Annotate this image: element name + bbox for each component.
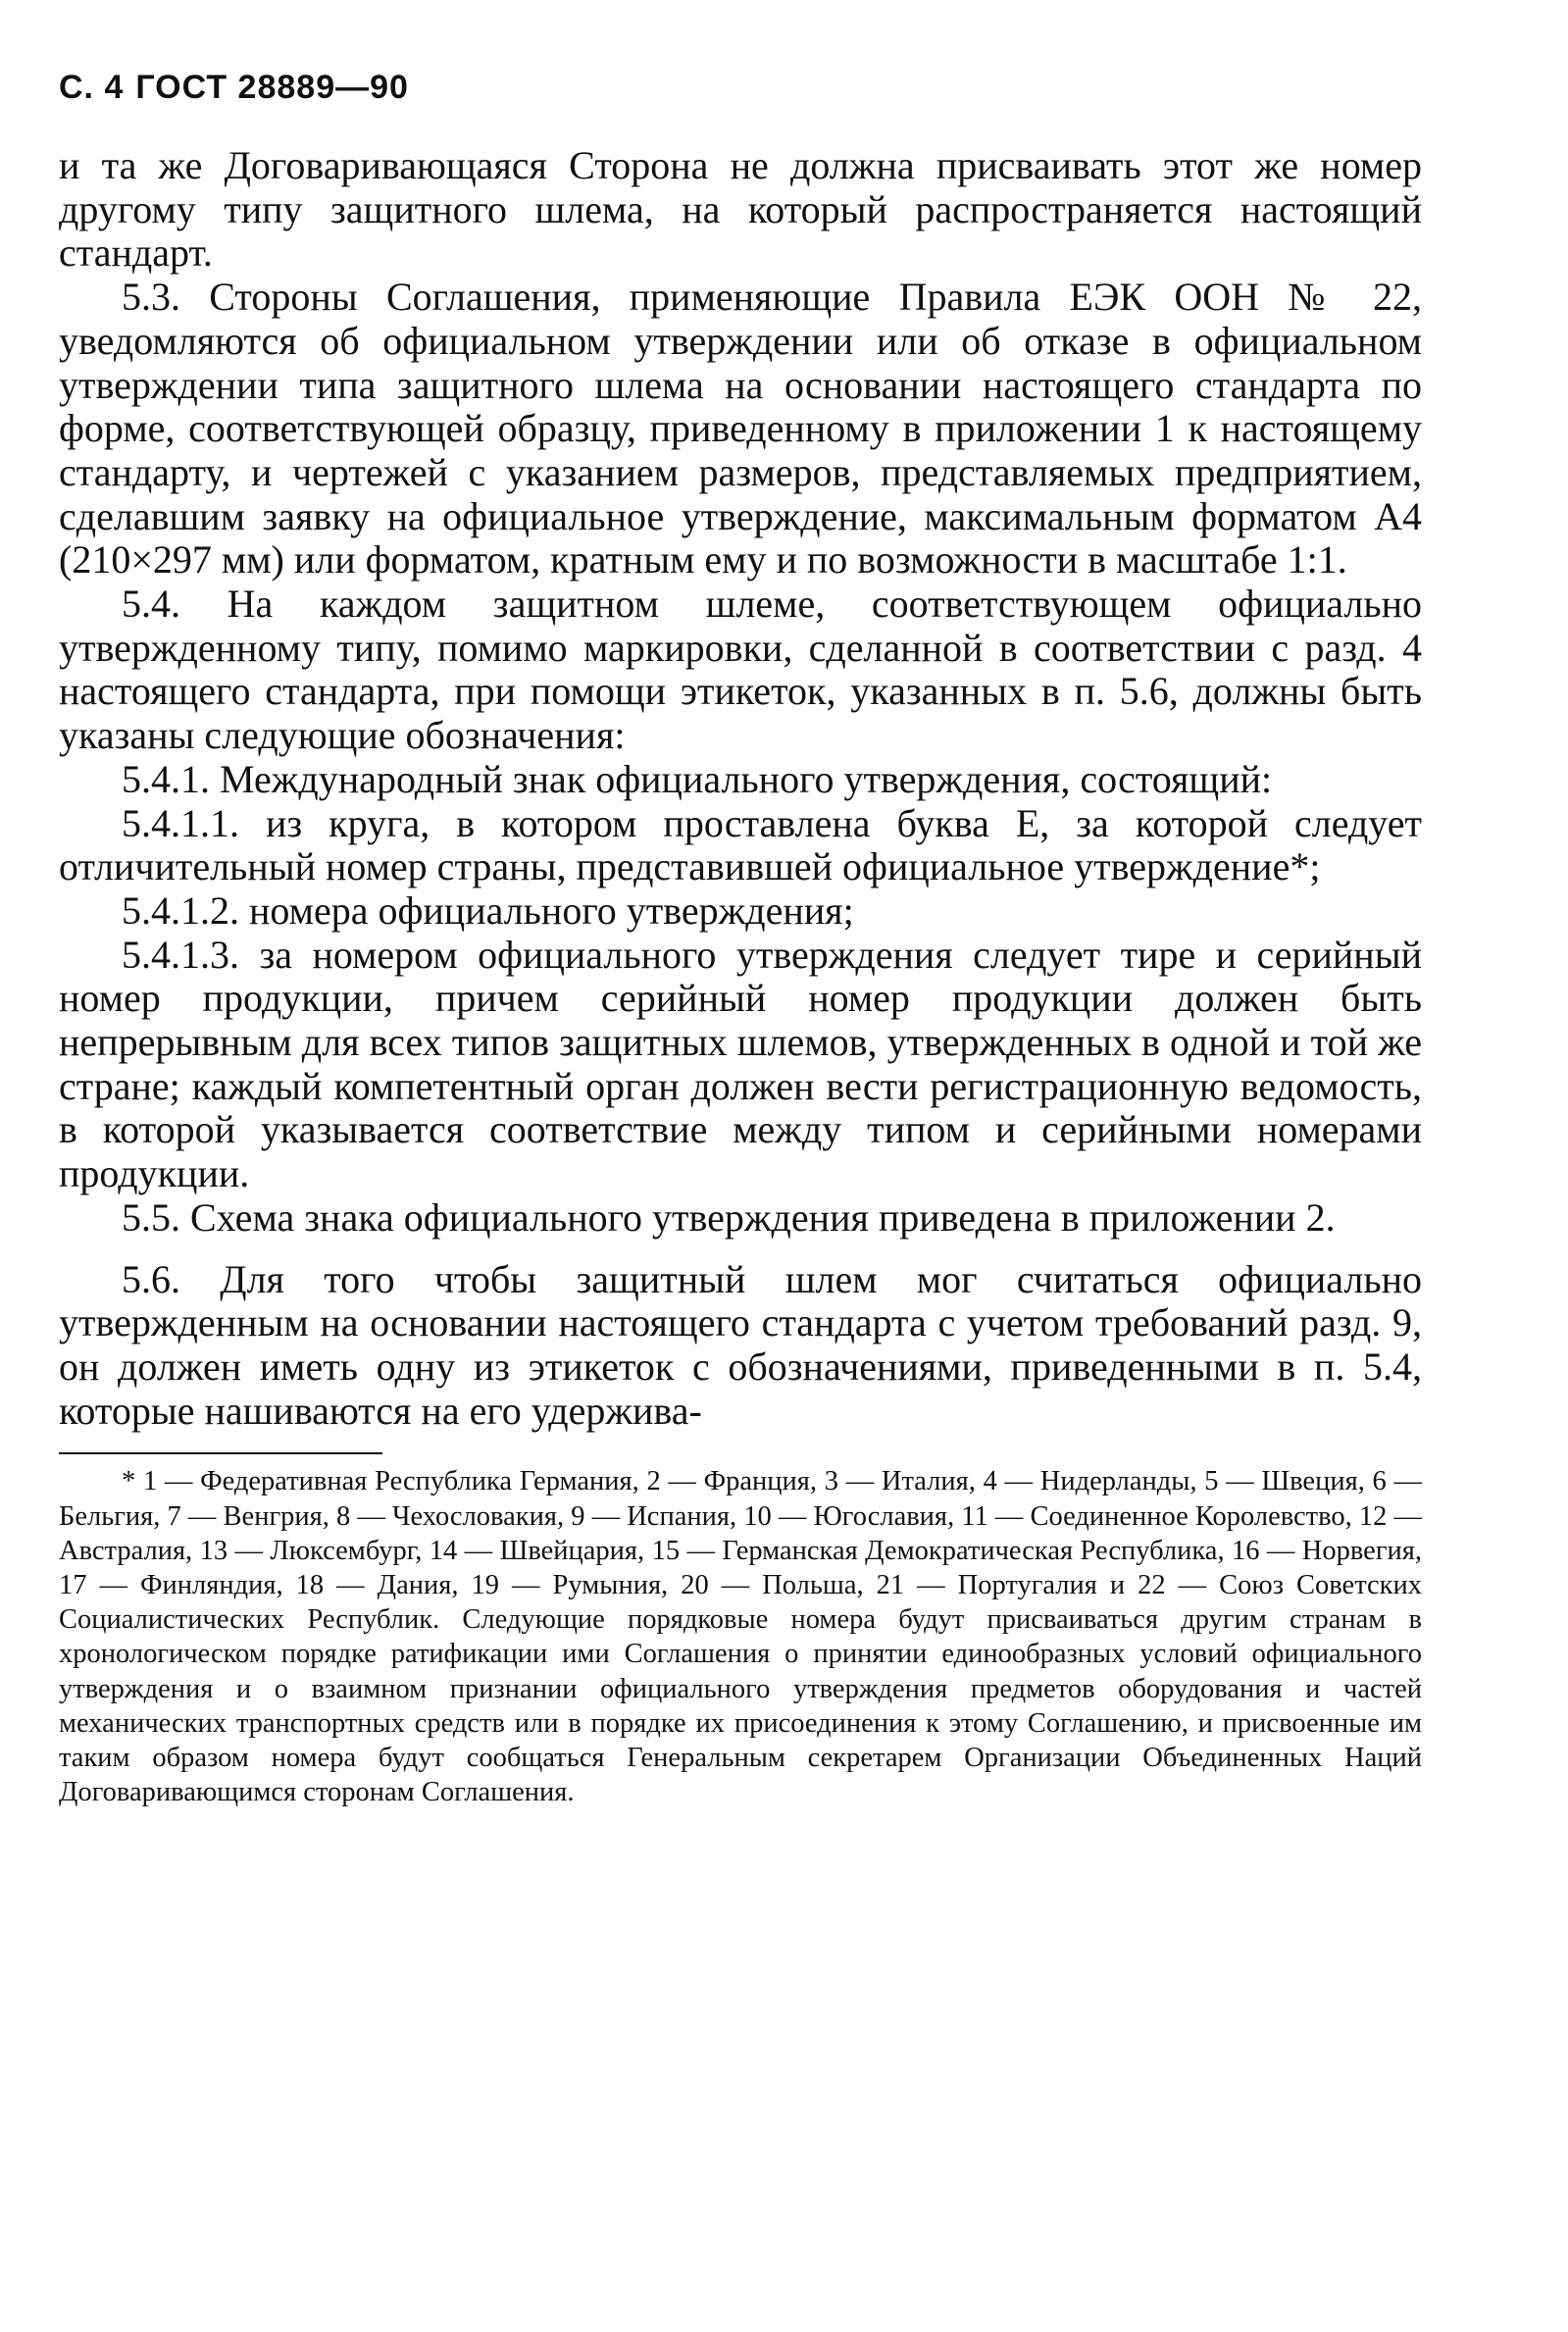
paragraph-5-5: 5.5. Схема знака официального утверждения приведена в приложении 2. [122, 1194, 1336, 1240]
footnote-rule [59, 1452, 382, 1454]
body-text [59, 144, 1422, 1433]
paragraph-5-6: 5.6. Для того чтобы защитный шлем мог считаться официально утвержденным на основании настоящего стандарта с учетом требований разд. 9, он должен иметь одну из этикеток с обозначениями, приведенными в п. 5.4, которые нашиваются на его удержива- [59, 1256, 1422, 1433]
paragraph-5-3: 5.3. Стороны Соглашения, применяющие Правила ЕЭК ООН № 22, уведомляются об официальном утверждении или об отказе в официальном утверждении типа защитного шлема на основании настоящего стандарта по форме, соответствующей образцу, приведенному в приложении 1 к настоящему стандарту, и чертежей с указанием размеров, представляемых предприятием, сделавшим заявку на официальное утверждение, максимальным форматом А4 (210×297 мм) или форматом, кратным ему и по возможности в масштабе 1:1. [59, 275, 1422, 583]
standard-number: ГОСТ 28889—90 [135, 69, 409, 106]
running-head [59, 69, 1422, 107]
paragraph-5-4: 5.4. На каждом защитном шлеме, соответствующем официально утвержденному типу, помимо маркировки, сделанной в соответствии с разд. 4 настоящего стандарта, при помощи этикеток, указанных в п. 5.6, должны быть указаны следующие обозначения: [59, 582, 1422, 758]
paragraph-5-4-1-2: 5.4.1.2. номера официального утверждения; [122, 887, 854, 933]
footnote: * 1 — Федеративная Республика Германия, 2 — Франция, 3 — Италия, 4 — Нидерланды, 5 — Швеция, 6 — Бельгия, 7 — Венгрия, 8 — Чехословакия, 9 — Испания, 10 — Югославия, 11 — Соединенное Королевство, 12 — Австралия, 13 — Люксембург, 14 — Швейцария, 15 — Германская Демократическая Республика, 16 — Норвегия, 17 — Финляндия, 18 — Дания, 19 — Румыния, 20 — Польша, 21 — Португалия и 22 — Союз Советских Социалистических Республик. Следующие порядковые номера будут присваиваться другим странам в хронологическом порядке ратификации ими Соглашения о принятии единообразных условий официального утверждения и о взаимном признании официального утверждения предметов оборудования и частей механических транспортных средств или в порядке их присоединения к этому Соглашению, и присвоенные им таким образом номера будут сообщаться Генеральным секретарем Организации Объединенных Наций Договаривающимся сторонам Соглашения. [59, 1466, 1423, 1808]
paragraph-continuation: и та же Договаривающаяся Сторона не должна присваивать этот же номер другому типу защитного шлема, на который распространяется настоящий стандарт. [59, 143, 1422, 276]
paragraph-5-4-1: 5.4.1. Международный знак официального утверждения, состоящий: [122, 756, 1273, 801]
document-page [59, 69, 1422, 1809]
paragraph-5-4-1-1: 5.4.1.1. из круга, в котором проставлена буква Е, за которой следует отличительный номер страны, представившей официальное утверждение*; [59, 800, 1422, 889]
page-number: С. 4 [59, 69, 125, 106]
paragraph-5-4-1-3: 5.4.1.3. за номером официального утверждения следует тире и серийный номер продукции, причем серийный номер продукции должен быть непрерывным для всех типов защитных шлемов, утвержденных в одной и той же стране; каждый компетентный орган должен вести регистрационную ведомость, в которой указывается соответствие между типом и серийными номерами продукции. [59, 932, 1422, 1196]
